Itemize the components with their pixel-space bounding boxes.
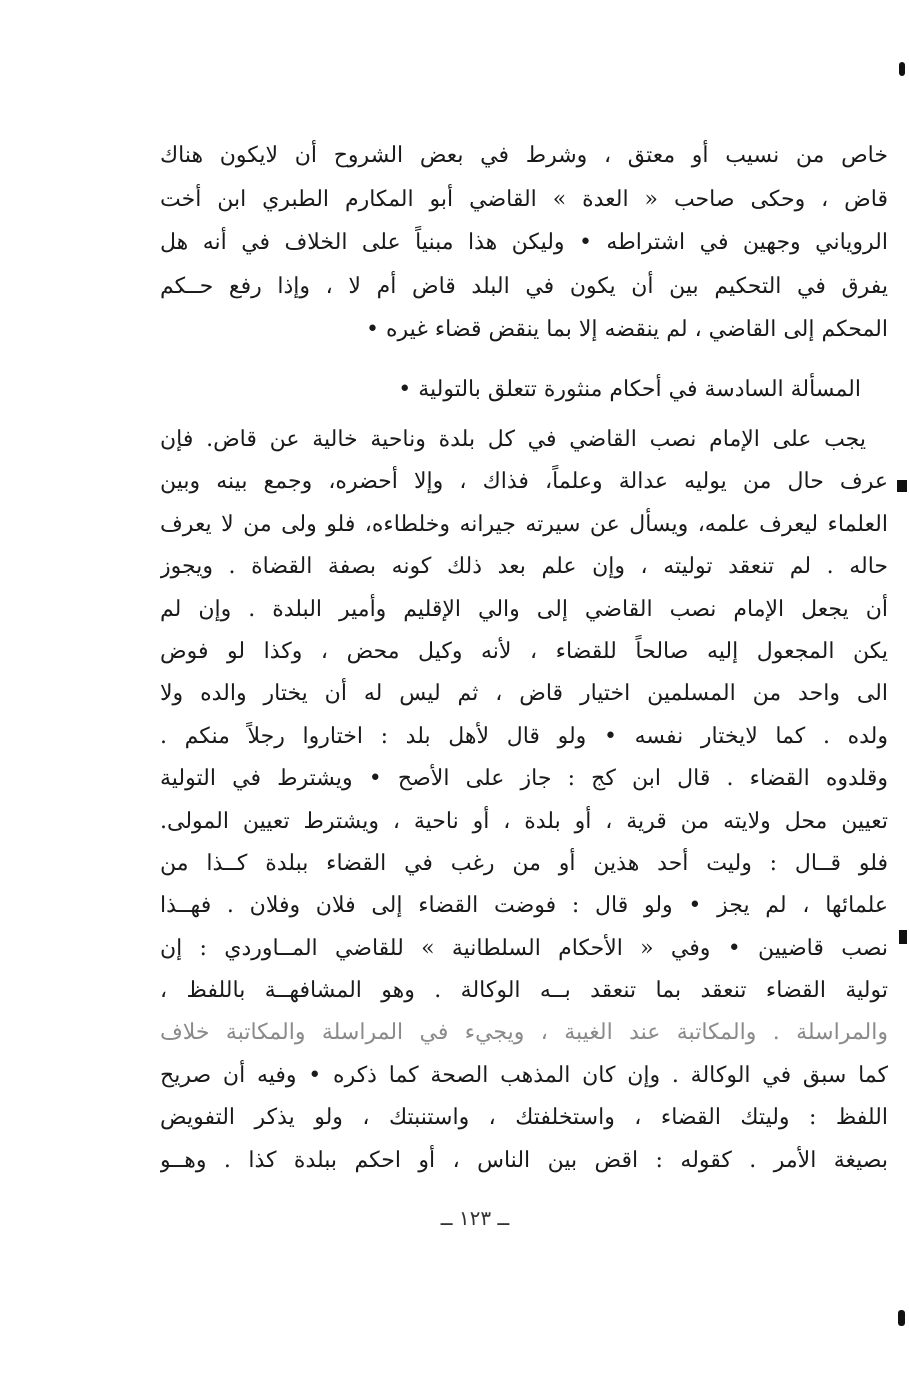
margin-mark (898, 1310, 905, 1326)
text-line: تولية القضاء تنعقد بما تنعقد بــه الوكالة . وهو المشافهــة باللفظ ، (160, 978, 888, 1004)
text-line: بصيغة الأمر . كقوله : اقض بين الناس ، أو احكم ببلدة كذا . وهــو (160, 1147, 888, 1173)
page-number: ــ ١٢٣ ــ (440, 1206, 510, 1230)
text-line: قاض ، وحكى صاحب « العدة » القاضي أبو المكارم الطبري ابن أخت (160, 186, 888, 212)
margin-mark (897, 480, 907, 492)
paragraph-1 (160, 134, 888, 352)
text-line: الى واحد من المسلمين اختيار قاض ، ثم ليس له أن يختار والده ولا (160, 681, 888, 707)
text-line: وقلدوه القضاء . قال ابن كج : جاز على الأصح • ويشترط في التولية (160, 766, 888, 792)
paragraph-2 (160, 419, 888, 1182)
text-line: كما سبق في الوكالة . وإن كان المذهب الصحة كما ذكره • وفيه أن صريح (160, 1062, 888, 1088)
text-line: يفرق في التحكيم بين أن يكون في البلد قاض أم لا ، وإذا رفع حــكم (160, 273, 888, 299)
margin-mark (899, 62, 905, 76)
text-line: المحكم إلى القاضي ، لم ينقضه إلا بما ينقض قضاء غيره • (366, 317, 888, 342)
heading-text: المسألة السادسة في أحكام منثورة تتعلق بالتولية • (398, 377, 861, 402)
text-line: يكن المجعول إليه صالحاً للقضاء ، لأنه وكيل محض ، وكذا لو فوض (160, 638, 888, 664)
text-line: عرف حال من يوليه عدالة وعلماً، فذاك ، وإلا أحضره، وجمع بينه وبين (160, 469, 888, 495)
text-line: علمائها ، لم يجز • ولو قال : فوضت القضاء إلى فلان وفلان . فهــذا (160, 893, 888, 919)
text-line: يجب على الإمام نصب القاضي في كل بلدة وناحية خالية عن قاض. فإن (160, 427, 866, 452)
text-line: أن يجعل الإمام نصب القاضي إلى والي الإقليم وأمير البلدة . وإن لم (160, 596, 888, 622)
text-line: والمراسلة . والمكاتبة عند الغيبة ، ويجيء في المراسلة والمكاتبة خلاف (160, 1020, 888, 1046)
text-line: نصب قاضيين • وفي « الأحكام السلطانية » للقاضي المــاوردي : إن (160, 935, 888, 961)
text-line: فلو قــال : وليت أحد هذين أو من رغب في القضاء ببلدة كــذا من (160, 850, 888, 876)
text-line: الروياني وجهين في اشتراطه • وليكن هذا مبنياً على الخلاف في أنه هل (160, 230, 888, 255)
section-heading (160, 368, 888, 412)
text-line: حاله . لم تنعقد توليته ، وإن علم بعد ذلك كونه بصفة القضاة . ويجوز (160, 554, 888, 580)
text-line: اللفظ : وليتك القضاء ، واستخلفتك ، واستنبتك ، ولو يذكر التفويض (160, 1105, 888, 1131)
text-line: تعيين محل ولايته من قرية ، أو بلدة ، أو ناحية ، ويشترط تعيين المولى. (160, 808, 888, 834)
margin-mark (899, 930, 907, 944)
text-line: العلماء ليعرف علمه، ويسأل عن سيرته جيرانه وخلطاءه، فلو ولى من لا يعرف (160, 511, 888, 537)
text-line: خاص من نسيب أو معتق ، وشرط في بعض الشروح أن لايكون هناك (160, 143, 888, 168)
text-line: ولده . كما لايختار نفسه • ولو قال لأهل بلد : اختاروا رجلاً منكم . (160, 723, 888, 749)
